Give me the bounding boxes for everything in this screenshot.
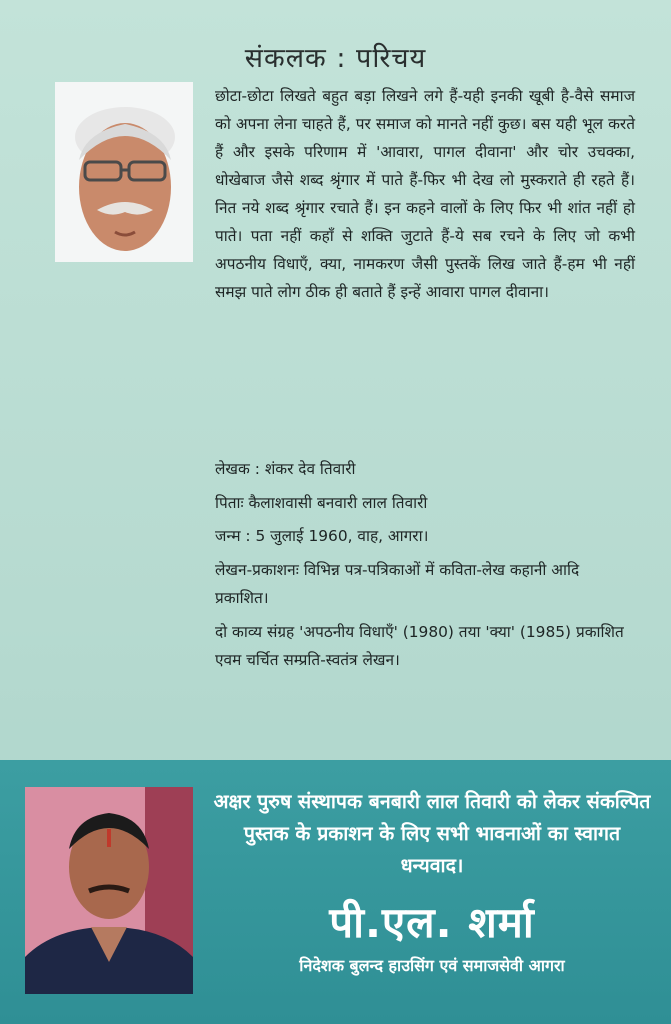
publisher-role: निदेशक बुलन्द हाउसिंग एवं समाजसेवी आगरा bbox=[299, 956, 565, 975]
publisher-name: पी.एल. शर्मा bbox=[329, 898, 535, 947]
author-line: लेखक : शंकर देव तिवारी bbox=[215, 460, 356, 478]
section-title: संकलक : परिचय bbox=[244, 43, 427, 74]
publication-line: लेखन-प्रकाशनः विभिन्न पत्र-पत्रिकाओं में कविता-लेख कहानी आदि प्रकाशित। bbox=[215, 560, 580, 607]
publisher-photo bbox=[25, 787, 193, 994]
father-line: पिताः कैलाशवासी बनवारी लाल तिवारी bbox=[215, 493, 428, 512]
bio-paragraph: छोटा-छोटा लिखते बहुत बड़ा लिखने लगे हैं-यही इनकी खूबी है-वैसे समाज को अपना लेना चाहते हैं, पर समाज को मानते नहीं कुछ। बस यही भूल करते हैं और इसके परिणाम में 'आवारा, पागल दीवाना' और चोर उचक्का, धोखेबाज जैसे शब्द श्रृंगार में पाते हैं-फिर भी देख लो मुस्कराते ही रहते हैं। नित नये शब्द श्रृंगार रचाते हैं। इन कहने वालों के लिए फिर भी शांत नहीं हो पाते। पता नहीं कहाँ से शक्ति जुटाते हैं-ये सब रचने के लिए जो कभी अपठनीय विधाएँ, क्या, नामकरण जैसी पुस्तकें लिख जाते हैं-हम भी नहीं समझ पाते लोग ठीक ही बताते हैं इन्हें आवारा पागल दीवाना। bbox=[215, 87, 635, 301]
compiler-details bbox=[215, 455, 637, 680]
publisher-portrait bbox=[25, 787, 193, 994]
compiler-photo bbox=[55, 82, 193, 262]
collections-line: दो काव्य संग्रह 'अपठनीय विधाएँ' (1980) तया 'क्या' (1985) प्रकाशित एवम चर्चित सम्प्रति-स्वतंत्र लेखन। bbox=[215, 622, 624, 669]
compiler-portrait bbox=[55, 82, 193, 262]
compiler-bio bbox=[215, 82, 635, 306]
birth-line: जन्म : 5 जुलाई 1960, वाह, आगरा। bbox=[215, 527, 429, 545]
appeal-message: अक्षर पुरुष संस्थापक बनबारी लाल तिवारी को लेकर संकल्पित पुस्तक के प्रकाशन के लिए सभी भावनाओं का स्वागत धन्यवाद। bbox=[213, 790, 651, 877]
